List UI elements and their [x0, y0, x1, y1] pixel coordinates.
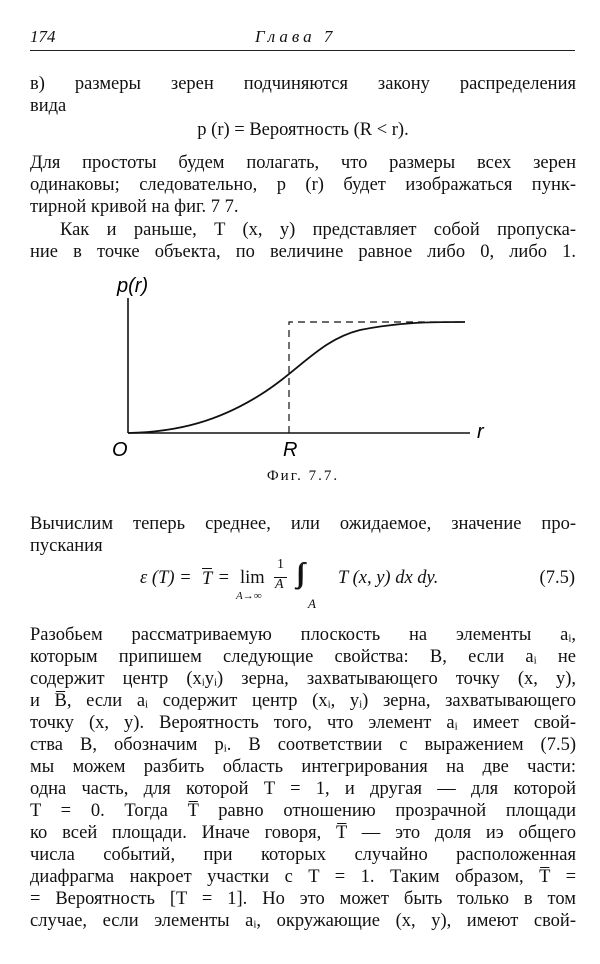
limit: lim: [240, 568, 265, 588]
dashed-step-series: [289, 322, 465, 433]
page-number: 174: [30, 27, 56, 46]
equation-lhs: ε (T) =: [140, 568, 197, 588]
intro-item: [30, 73, 576, 117]
text-line: точку (x, y). Вероятность того, что элемент aᵢ имеет свой-: [30, 713, 576, 733]
text-line: содержит центр (xᵢyᵢ) зерна, захватывающего точку (x, y),: [30, 669, 576, 689]
text-line: числа событий, при которых случайно расположенная: [30, 845, 576, 865]
paragraph-4: [30, 624, 576, 932]
equals-sign: =: [214, 568, 234, 588]
limit-subscript: A→∞: [236, 590, 262, 602]
text-line: вида: [30, 96, 67, 116]
text-line: Для простоты будем полагать, что размеры всех зерен: [30, 153, 576, 173]
text-line: мы можем разбить область интегрирования на две части:: [30, 757, 576, 777]
text-line: пускания: [30, 536, 103, 556]
figure-caption: Фиг. 7.7.: [266, 468, 340, 484]
equation-7-5: [130, 557, 575, 618]
text-line: которым припишем следующие свойства: B, если aᵢ не: [30, 647, 576, 667]
paragraph-2: [30, 219, 576, 263]
text-line: Вычислим теперь среднее, или ожидаемое, значение про-: [30, 514, 576, 534]
text-line: в) размеры зерен подчиняются закону распределения: [30, 74, 576, 94]
text-line: ства B, обозначим pᵢ. В соответствии с выражением (7.5): [30, 735, 576, 755]
text-line: одинаковы; следовательно, p (r) будет изображаться пунк-: [30, 175, 576, 195]
text-line: тирной кривой на фиг. 7 7.: [30, 197, 239, 217]
double-integral: ∫∫: [296, 558, 300, 589]
integral-subscript: A: [308, 596, 316, 611]
running-title: Глава 7: [255, 27, 337, 46]
fraction-numerator: 1: [277, 557, 284, 572]
distribution-formula: p (r) = Вероятность (R < r).: [197, 120, 409, 140]
tick-label-r: R: [283, 439, 298, 461]
paragraph-3: [30, 513, 576, 557]
fraction-denominator: A: [275, 577, 284, 592]
text-line: = Вероятность [T = 1]. Но это может быть только в том: [30, 889, 576, 909]
integrand: T (x, y) dx dy.: [338, 568, 439, 588]
figure-7-7: [0, 270, 600, 470]
paragraph-1: [30, 152, 576, 218]
header-rule: [30, 50, 575, 51]
text-line: диафрагма накроет участки с T = 1. Таким образом, T̅ =: [30, 867, 576, 887]
t-bar: T: [202, 569, 213, 589]
y-axis-label: p(r): [117, 275, 149, 297]
x-axis-label: r: [477, 421, 484, 443]
text-line: ние в точке объекта, по величине равное либо 0, либо 1.: [30, 242, 576, 262]
text-line: и B̅, если aᵢ содержит центр (xᵢ, yᵢ) зерна, захватывающего: [30, 691, 576, 711]
distribution-curve: [128, 322, 465, 433]
text-line: одна часть, для которой T = 1, и другая — для которой: [30, 779, 576, 799]
text-line: случае, если элементы aᵢ, окружающие (x, y), имеют свой-: [30, 911, 576, 931]
text-line: ко всей площади. Иначе говоря, T̅ — это доля иэ общего: [30, 823, 576, 843]
text-line: Как и раньше, T (x, y) представляет собой пропуска-: [60, 220, 576, 240]
text-line: Разобьем рассматриваемую плоскость на элементы aᵢ,: [30, 625, 576, 645]
origin-label: O: [112, 439, 128, 461]
text-line: T = 0. Тогда T̅ равно отношению прозрачной площади: [30, 801, 576, 821]
equation-number: (7.5): [539, 568, 575, 588]
